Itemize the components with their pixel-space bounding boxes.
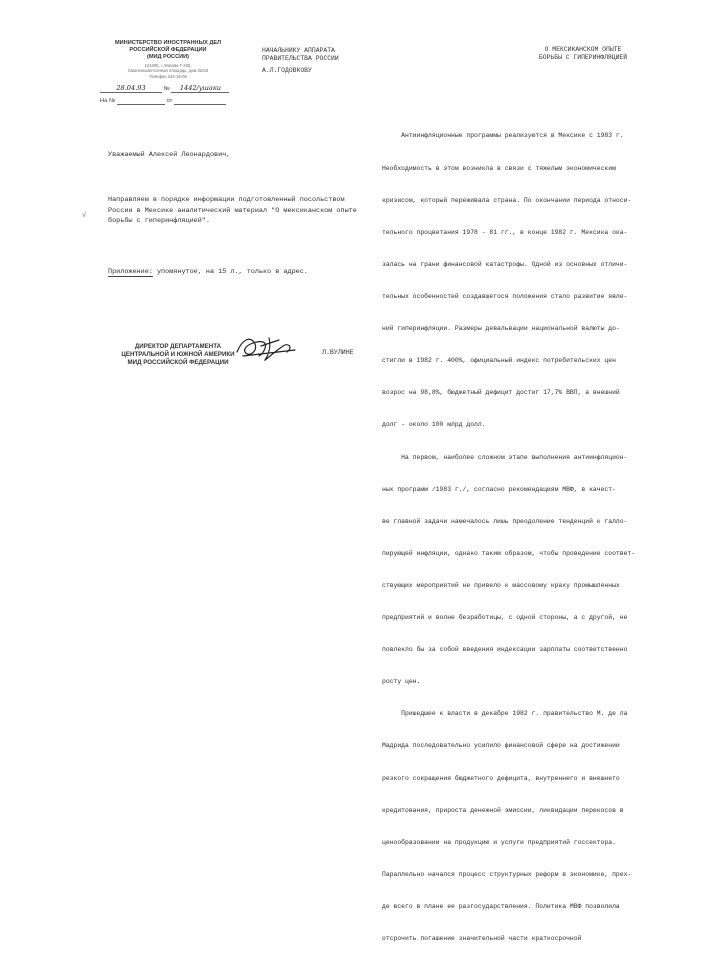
number-prefix: №	[163, 86, 170, 92]
body-line: Необходимость в этом возникла в связи с тяжелым экономическим	[382, 164, 616, 172]
body-line: кредитования, прироста денежной эмиссии, ликвидации перекосов в	[382, 806, 624, 814]
address-line: Телефон 244-16-06	[149, 73, 187, 79]
ref-number-blank	[117, 98, 165, 105]
body-line: долг - около 100 млрд долл.	[382, 421, 486, 429]
ministry-name-line: (МИД РОССИИ)	[146, 54, 190, 60]
date-handwritten: 28.04.93	[100, 84, 162, 93]
addressee-line: ПРАВИТЕЛЬСТВА РОССИИ	[262, 55, 339, 63]
signatory-title-line: ДИРЕКТОР ДЕПАРТАМЕНТА	[134, 343, 222, 350]
body-line: стигли в 1982 г. 400%, официальный индекс потребительских цен	[382, 357, 616, 365]
ministry-name-line: МИНИСТЕРСТВО ИНОСТРАННЫХ ДЕЛ	[115, 40, 221, 46]
body-line: повлекло бы за собой введения индексации зарплаты соответственно	[382, 646, 628, 654]
body-line: залась на грани финансовой катастрофы. Одной из основных отличи-	[382, 260, 628, 268]
ref-from: от	[166, 98, 173, 104]
body-line: отсрочить погашение значительной части краткосрочной	[382, 935, 582, 943]
outgoing-number-line	[100, 84, 229, 93]
body-line: ствующих мероприятий не привело к массовому краху промышленных	[382, 581, 620, 589]
document-body	[382, 110, 700, 956]
ministry-name-line: РОССИЙСКОЙ ФЕДЕРАЦИИ	[129, 47, 207, 53]
handwritten-signature	[233, 332, 303, 364]
paragraph-line: борьбы с гиперинфляцией".	[108, 217, 210, 226]
document-title	[508, 46, 658, 62]
appendix-label: Приложение:	[108, 268, 153, 276]
body-line: тельных особенностей создавшегося положения стало развитие явле-	[382, 292, 628, 300]
letter-paragraph	[108, 195, 357, 227]
ref-prefix: На №	[100, 98, 116, 104]
signatory-title-line: МИД РОССИЙСКОЙ ФЕДЕРАЦИИ	[127, 358, 229, 366]
number-handwritten: 1442/ушаки	[171, 84, 229, 93]
body-line: тельного процветания 1978 - 81 гг., в конце 1982 г. Мексика ока-	[382, 228, 628, 236]
body-line: ве главной задачи намечалось лишь преодоление тенденций к галло-	[382, 517, 628, 525]
body-line: пирующей инфляции, однако таким образом, чтобы проведение соответ-	[382, 549, 636, 557]
signatory-title-line: ЦЕНТРАЛЬНОЙ И ЮЖНОЙ АМЕРИКИ	[121, 350, 235, 358]
title-line: О МЕКСИКАНСКОМ ОПЫТЕ	[544, 46, 622, 53]
ministry-letterhead	[88, 40, 248, 61]
ref-date-blank	[174, 98, 226, 105]
margin-checkmark: √	[82, 212, 87, 220]
signatory-name: Л.ВУЛИНЕ	[322, 349, 354, 356]
reference-line	[100, 98, 226, 105]
paragraph-line: Направляем в порядке информации подготовленный посольством	[108, 196, 345, 204]
title-line: БОРЬБЫ С ГИПЕРИНФЛЯЦИЕЙ	[538, 54, 628, 62]
body-line: росту цен.	[382, 678, 421, 686]
body-line: Параллельно начался процесс структурных реформ в экономике, прех-	[382, 870, 632, 878]
address-line: Смоленская-Сенная площадь, дом 32/34	[127, 68, 209, 74]
body-line: кризисом, который переживала страна. По окончании периода относи-	[382, 196, 632, 204]
body-line: предприятий и волне безработицы, с одной стороны, а с другой, не	[382, 614, 628, 622]
address-line: 121200, г. Москва Г-200,	[144, 63, 192, 68]
body-line: де всего в плане ее разгосударствления. Политика МВФ позволила	[382, 903, 620, 911]
body-line: ний гиперинфляции. Размеры девальвации национальной валюты до-	[382, 325, 620, 333]
paragraph-line: России в Мексике аналитический материал "О мексиканском опыте	[108, 206, 357, 215]
body-line: ных программ /1983 г./, согласно рекомендациям МВФ, в качест-	[382, 485, 616, 493]
letter-greeting: Уважаемый Алексей Леонардович,	[108, 151, 231, 159]
addressee-name: А.Л.ГОДОВКОВУ	[262, 67, 312, 75]
body-line: Антиинфляционные программы реализуются в Мексике с 1983 г.	[382, 132, 624, 140]
addressee-block	[262, 47, 339, 76]
ministry-address	[88, 63, 248, 79]
appendix-text: упомянутое, на 15 л., только в адрес.	[156, 268, 308, 276]
body-line: резкого сокращения бюджетного дефицита, внутреннего и внешнего	[382, 774, 620, 782]
body-line: возрос на 98,8%, бюджетный дефицит достиг 17,7% ВВП, а внешний	[382, 389, 620, 397]
body-line: На первом, наиболее сложном этапе выполнения антиинфляцион-	[382, 453, 628, 461]
addressee-line: НАЧАЛЬНИКУ АППАРАТА	[262, 47, 335, 54]
body-line: Пришедшее к власти в декабре 1982 г. правительство М. де ла	[382, 710, 628, 718]
body-line: ценообразовании на продукцию и услуги предприятий госсектора.	[382, 838, 616, 846]
body-line: Мадрида последовательно усилило финансовой сфере на достижении	[382, 742, 620, 750]
appendix-line	[108, 268, 308, 276]
signatory-title	[108, 343, 248, 366]
